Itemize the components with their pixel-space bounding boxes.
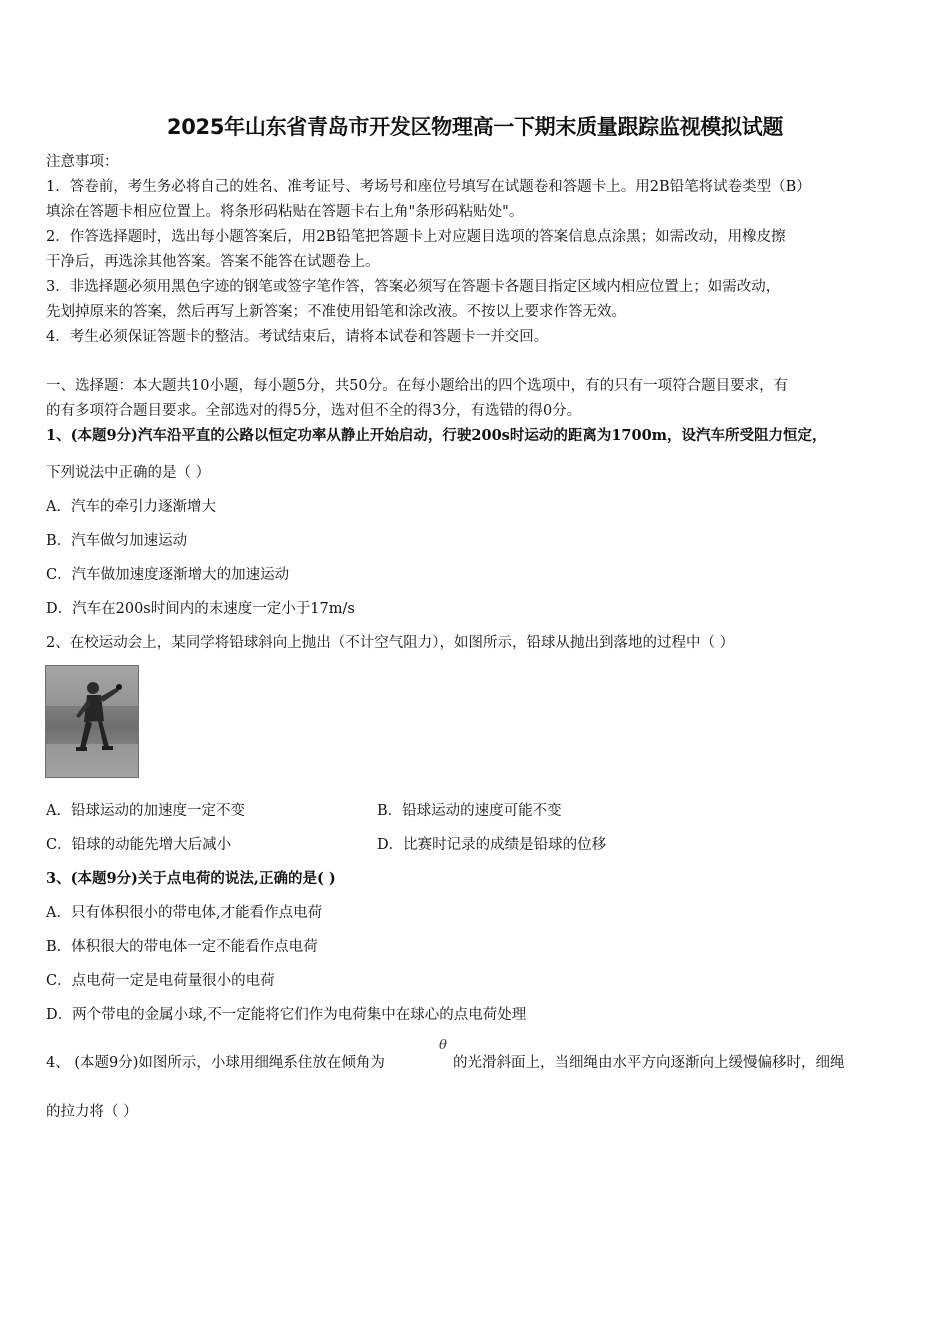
page-title: 2025年山东省青岛市开发区物理高一下期末质量跟踪监视模拟试题 xyxy=(166,115,784,139)
q4-stem-cont: 的拉力将（ ） xyxy=(46,1104,138,1120)
q4-stem-end: 的光滑斜面上，当细绳由水平方向逐渐向上缓慢偏移时，细绳 xyxy=(453,1055,845,1071)
q1-stem-cont: 下列说法中正确的是（ ） xyxy=(46,465,211,481)
q1-option-b: B．汽车做匀加速运动 xyxy=(46,533,188,549)
section-instructions-1: 一、选择题：本大题共10小题，每小题5分，共50分。在每小题给出的四个选项中，有的只有一项符合题目要求，有 xyxy=(46,378,789,394)
q3-option-b: B．体积很大的带电体一定不能看作点电荷 xyxy=(46,939,318,955)
q1-stem: 1、(本题9分)汽车沿平直的公路以恒定功率从静止开始启动，行驶200s时运动的距离为1700m，设汽车所受阻力恒定， xyxy=(46,427,827,444)
q2-option-d: D．比赛时记录的成绩是铅球的位移 xyxy=(377,837,607,853)
q3-option-a: A．只有体积很小的带电体,才能看作点电荷 xyxy=(46,905,323,921)
q2-option-c: C．铅球的动能先增大后减小 xyxy=(46,837,232,853)
shot-put-photo xyxy=(45,665,139,778)
q3-option-d: D．两个带电的金属小球,不一定能将它们作为电荷集中在球心的点电荷处理 xyxy=(46,1007,527,1023)
notice-item-1b: 填涂在答题卡相应位置上。将条形码粘贴在答题卡右上角"条形码粘贴处"。 xyxy=(46,204,524,220)
notice-heading: 注意事项： xyxy=(46,154,119,170)
notice-item-1a: 1．答卷前，考生务必将自己的姓名、准考证号、考场号和座位号填写在试题卷和答题卡上。用2B铅笔将试卷类型（B） xyxy=(46,179,811,195)
notice-item-4: 4．考生必须保证答题卡的整洁。考试结束后，请将本试卷和答题卡一并交回。 xyxy=(46,329,549,345)
notice-item-3a: 3．非选择题必须用黑色字迹的钢笔或签字笔作答，答案必须写在答题卡各题目指定区域内相应位置上；如需改动， xyxy=(46,279,781,295)
q2-option-b: B．铅球运动的速度可能不变 xyxy=(377,803,562,819)
section-instructions-2: 的有多项符合题目要求。全部选对的得5分，选对但不全的得3分，有选错的得0分。 xyxy=(46,403,582,419)
theta-symbol: θ xyxy=(439,1038,447,1053)
q2-option-a: A．铅球运动的加速度一定不变 xyxy=(46,803,245,819)
athlete-throwing-image xyxy=(46,666,138,777)
q1-option-c: C．汽车做加速度逐渐增大的加速运动 xyxy=(46,567,290,583)
notice-item-3b: 先划掉原来的答案，然后再写上新答案；不准使用铅笔和涂改液。不按以上要求作答无效。 xyxy=(46,304,626,320)
q3-stem: 3、(本题9分)关于点电荷的说法,正确的是( ) xyxy=(46,870,336,887)
q1-option-a: A．汽车的牵引力逐渐增大 xyxy=(46,499,216,515)
q4-stem-start: 4、 (本题9分)如图所示，小球用细绳系住放在倾角为 xyxy=(46,1055,385,1071)
q1-option-d: D．汽车在200s时间内的末速度一定小于17m/s xyxy=(46,601,355,617)
q3-option-c: C．点电荷一定是电荷量很小的电荷 xyxy=(46,973,275,989)
q2-stem: 2、在校运动会上，某同学将铅球斜向上抛出（不计空气阻力），如图所示，铅球从抛出到落地的过程中（ ） xyxy=(46,635,735,651)
notice-item-2a: 2．作答选择题时，选出每小题答案后，用2B铅笔把答题卡上对应题目选项的答案信息点涂黑；如需改动，用橡皮擦 xyxy=(46,229,786,245)
notice-item-2b: 干净后，再选涂其他答案。答案不能答在试题卷上。 xyxy=(46,254,380,270)
